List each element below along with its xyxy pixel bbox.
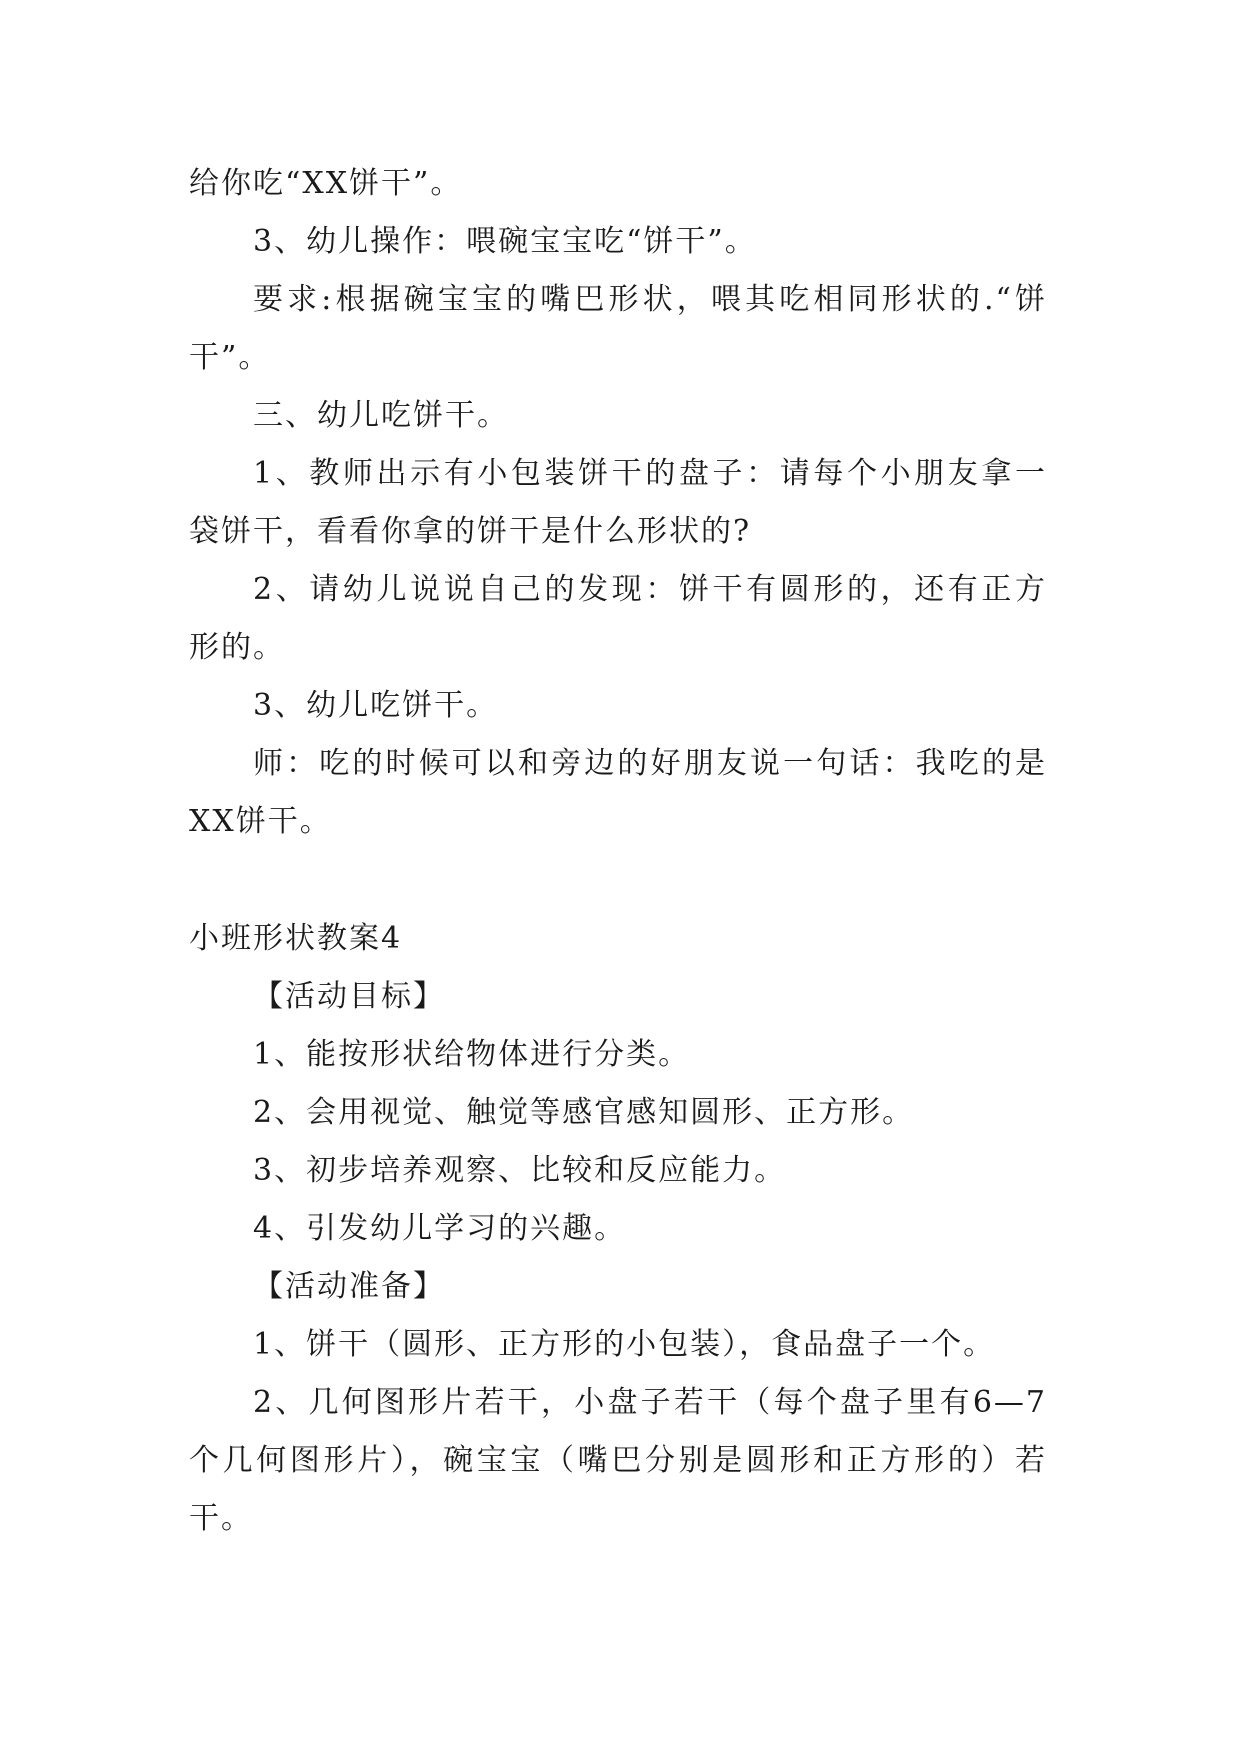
- text-line: 要求:根据碗宝宝的嘴巴形状，喂其吃相同形状的.“饼: [253, 282, 1047, 317]
- text-line: 2、请幼儿说说自己的发现：饼干有圆形的，还有正方: [253, 572, 1047, 607]
- text-line: XX饼干。: [189, 804, 332, 839]
- text-line: 干。: [189, 1501, 253, 1536]
- list-item: 4、引发幼儿学习的兴趣。: [253, 1211, 627, 1246]
- text-line: 形的。: [189, 630, 285, 665]
- text-line: 1、教师出示有小包装饼干的盘子：请每个小朋友拿一: [253, 456, 1047, 491]
- section-heading: 【活动准备】: [253, 1269, 445, 1304]
- text-line: 3、幼儿操作：喂碗宝宝吃“饼干”。: [253, 224, 757, 259]
- list-item: 3、初步培养观察、比较和反应能力。: [253, 1153, 787, 1188]
- section-heading: 三、幼儿吃饼干。: [253, 398, 509, 433]
- text-line: 给你吃“XX饼干”。: [189, 166, 463, 201]
- text-line: 干”。: [189, 340, 271, 375]
- list-item: 2、几何图形片若干，小盘子若干（每个盘子里有6—7: [253, 1385, 1047, 1420]
- text-line: 师：吃的时候可以和旁边的好朋友说一句话：我吃的是: [253, 746, 1047, 781]
- list-item: 2、会用视觉、触觉等感官感知圆形、正方形。: [253, 1095, 915, 1130]
- text-line: 个几何图形片），碗宝宝（嘴巴分别是圆形和正方形的）若: [189, 1443, 1047, 1478]
- list-item: 1、饼干（圆形、正方形的小包装），食品盘子一个。: [253, 1327, 996, 1362]
- text-line: 3、幼儿吃饼干。: [253, 688, 499, 723]
- list-item: 1、能按形状给物体进行分类。: [253, 1037, 691, 1072]
- document-title: 小班形状教案4: [189, 921, 403, 956]
- text-line: 袋饼干，看看你拿的饼干是什么形状的?: [189, 514, 752, 549]
- section-heading: 【活动目标】: [253, 979, 445, 1014]
